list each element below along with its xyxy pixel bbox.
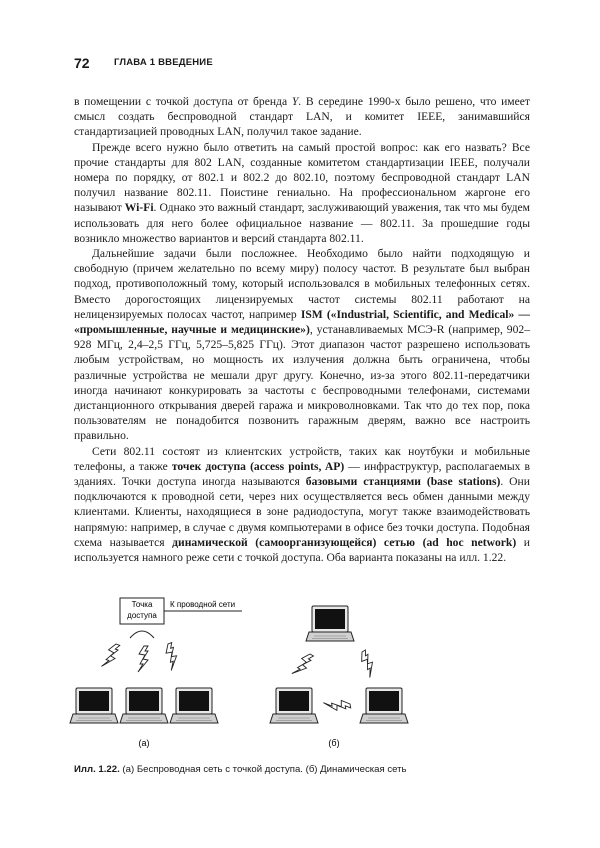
text-run: . Они подключаются к проводной сети, через них осуществляется весь обмен данными между клиентами. Клиенты, находящиеся в зоне радиодоступа, могут также взаимодействовать напрямую: например, в случае с двумя компьютерами в офисе без точки доступа. Подобная схема называется xyxy=(74,475,530,549)
bold-term: базовыми станциями (base stations) xyxy=(305,475,501,489)
body-text xyxy=(74,94,530,565)
wireless-signal-icon xyxy=(138,646,148,672)
access-point-network xyxy=(70,598,242,748)
text-run: и используется намного реже сети с точкой доступа. Оба варианта показаны на илл. 1.22. xyxy=(74,535,530,565)
caption-text: (а) Беспроводная сеть с точкой доступа. (б) Динамическая сеть xyxy=(119,764,407,775)
laptop-icon xyxy=(306,606,354,641)
bold-term: динамической (самоорганизующейся) сетью (ad hoc network) xyxy=(172,535,517,549)
laptop-icon xyxy=(170,688,218,723)
wireless-signal-icon xyxy=(357,650,379,678)
figure-caption xyxy=(74,764,534,775)
chapter-title: ГЛАВА 1 ВВЕДЕНИЕ xyxy=(114,57,213,68)
text-run: — инфраструктур, располагаемых в зданиях. Точки доступа иногда называются xyxy=(74,459,530,489)
italic-term: Y xyxy=(291,95,299,108)
text-run: . Однако это важный стандарт, заслуживающий уважения, так что мы будем использовать для него более официальное название — 802.11. За прошедшие годы возникло множество вариантов и версий стандарта 802.11. xyxy=(74,201,530,245)
text-run: , устанавливаемых МСЭ-R (например, 902–928 МГц, 2,4–2,5 ГГц, 5,725–5,825 ГГц). Этот диапазон частот разрешено использовать любым устройствам, но мощность их излучения должна быть ограничена, чтобы различные устройства не мешали друг другу. Конечно, из-за этого 802.11-передатчики иногда начинают конкурировать за частоты с беспроводными телефонами, системами дистанционного открывания дверей гаража и микроволновками. Так что до тех пор, пока пользователям не понадобится позвонить гаражным дверям, важно все настроить правильно. xyxy=(74,323,530,443)
wireless-signal-icon xyxy=(323,698,350,712)
bold-term: ISM («Industrial, Scientific, and Medical» — «промышленные, научные и медицинские») xyxy=(74,307,530,337)
caption-label: Илл. 1.22. xyxy=(74,764,120,775)
antenna-arc xyxy=(130,631,154,638)
text-run: Сети 802.11 состоят из клиентских устройств, таких как ноутбуки и мобильные телефоны, а также xyxy=(74,444,530,473)
laptop-icon xyxy=(270,688,318,723)
access-point-label-line1: Точка xyxy=(131,600,153,609)
figure-label-b: (б) xyxy=(328,738,340,748)
laptop-icon xyxy=(70,688,118,723)
paragraph xyxy=(74,444,530,566)
wireless-signal-icon xyxy=(101,642,119,670)
wired-network-label: К проводной сети xyxy=(170,600,236,609)
text-run: Дальнейшие задачи были посложнее. Необходимо было найти подходящую и свободную (причем желательно по всему миру) полосу частот. В результате был выбран подход, противоположный тому, который использовался в мобильных телефонных сетях. Вместо дорогостоящих лицензируемых частот системы 802.11 работают на нелицензируемых полосах частот, например xyxy=(74,247,530,321)
paragraph xyxy=(74,140,530,246)
page-header xyxy=(74,55,534,71)
wireless-signal-icon xyxy=(292,651,314,679)
bold-term: точек доступа (access points, AP) xyxy=(171,459,345,473)
page-number: 72 xyxy=(74,55,90,71)
text-run: в помещении с точкой доступа от бренда xyxy=(74,95,292,108)
bold-term: Wi-Fi xyxy=(124,201,154,215)
wireless-signal-icon xyxy=(162,643,180,671)
paragraph xyxy=(74,94,530,140)
network-diagram xyxy=(60,594,540,754)
laptop-icon xyxy=(120,688,168,723)
figure-1-22 xyxy=(60,594,540,754)
laptop-icon xyxy=(360,688,408,723)
figure-label-a: (a) xyxy=(138,738,150,748)
text-run: . В середине 1990-х было решено, что имеет смысл создать беспроводной стандарт LAN, и комитет IEEE, занимавшийся стандартизацией проводных LAN, получил такое задание. xyxy=(74,95,530,139)
ad-hoc-network xyxy=(270,606,408,748)
paragraph xyxy=(74,246,530,444)
text-run: Прежде всего нужно было ответить на самый простой вопрос: как его назвать? Все прочие стандарты для 802 LAN, созданные комитетом стандартизации IEEE, получали номера по порядку, от 802.1 и 802.2 до 802.10, поэтому беспроводной стандарт LAN получил название 802.11. Поистине гениально. На профессиональном жаргоне его называют xyxy=(74,140,530,215)
access-point-label-line2: доступа xyxy=(127,611,157,620)
